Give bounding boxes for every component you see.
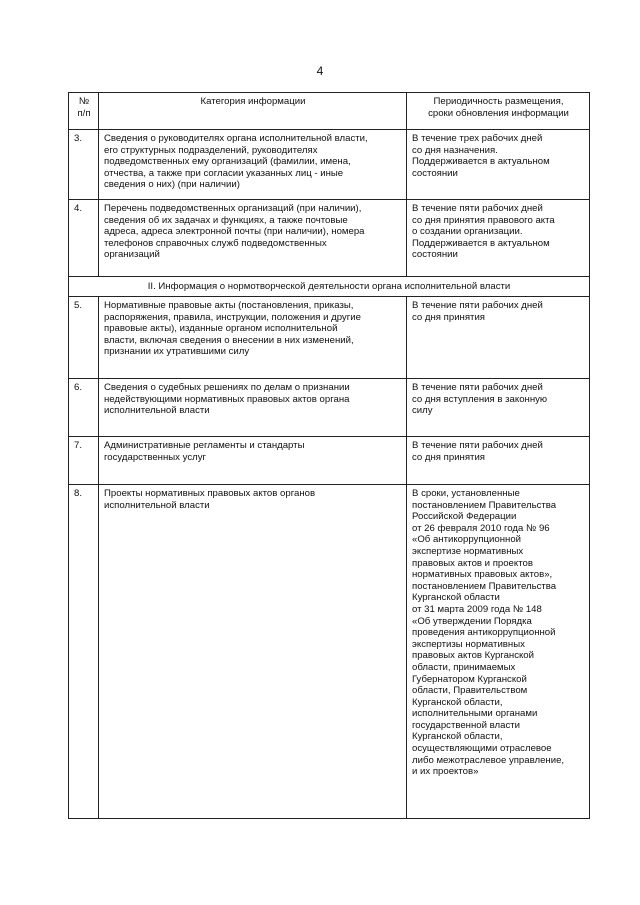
row-category: Перечень подведомственных организаций (при наличии), сведения об их задачах и функциях, а также почтовые адреса, адреса электронной почты (при наличии), номера телефонов справочных служб подведомственных организаций: [99, 200, 407, 277]
row-number: 4.: [69, 200, 99, 277]
table-row: [69, 297, 590, 379]
row-category: Проекты нормативных правовых актов органов исполнительной власти: [99, 485, 407, 819]
table-header-row: [69, 93, 590, 130]
row-category: Сведения о руководителях органа исполнительной власти, его структурных подразделений, руководителях подведомственных ему организаций (фамилии, имена, отчества, а также при согласии указанных лиц - иные сведения о них) (при наличии): [99, 130, 407, 200]
header-number: № п/п: [69, 93, 99, 130]
table-row: [69, 485, 590, 819]
row-periodicity: В течение трех рабочих дней со дня назначения. Поддерживается в актуальном состоянии: [407, 130, 590, 200]
table-row: [69, 379, 590, 437]
row-number: 7.: [69, 437, 99, 485]
row-category: Нормативные правовые акты (постановления, приказы, распоряжения, правила, инструкции, положения и другие правовые акты), изданные органом исполнительной власти, включая сведения о внесении в них изменений, признании их утратившими силу: [99, 297, 407, 379]
row-periodicity: В течение пяти рабочих дней со дня вступления в законную силу: [407, 379, 590, 437]
row-periodicity: В течение пяти рабочих дней со дня принятия: [407, 297, 590, 379]
section-title: II. Информация о нормотворческой деятельности органа исполнительной власти: [69, 277, 590, 297]
row-number: 5.: [69, 297, 99, 379]
row-number: 8.: [69, 485, 99, 819]
row-periodicity: В течение пяти рабочих дней со дня принятия: [407, 437, 590, 485]
table-row: [69, 437, 590, 485]
row-periodicity: В течение пяти рабочих дней со дня принятия правового акта о создании организации. Поддерживается в актуальном состоянии: [407, 200, 590, 277]
row-number: 3.: [69, 130, 99, 200]
page-number: 4: [316, 64, 324, 78]
information-table: [68, 92, 590, 819]
row-periodicity: В сроки, установленные постановлением Правительства Российской Федерации от 26 февраля 2010 года № 96 «Об антикоррупционной экспертизе нормативных правовых актов и проектов нормативных правовых актов», постановлением Правительства Курганской области от 31 марта 2009 года № 148 «Об утверждении Порядка проведения антикоррупционной экспертизы нормативных правовых актов Курганской области, принимаемых Губернатором Курганской области, Правительством Курганской области, исполнительными органами государственной власти Курганской области, осуществляющими отраслевое либо межотраслевое управление, и их проектов»: [407, 485, 590, 819]
table-row: [69, 130, 590, 200]
header-periodicity: Периодичность размещения, сроки обновления информации: [407, 93, 590, 130]
header-category: Категория информации: [99, 93, 407, 130]
row-category: Административные регламенты и стандарты государственных услуг: [99, 437, 407, 485]
section-row: [69, 277, 590, 297]
table-row: [69, 200, 590, 277]
row-category: Сведения о судебных решениях по делам о признании недействующими нормативных правовых актов органа исполнительной власти: [99, 379, 407, 437]
row-number: 6.: [69, 379, 99, 437]
